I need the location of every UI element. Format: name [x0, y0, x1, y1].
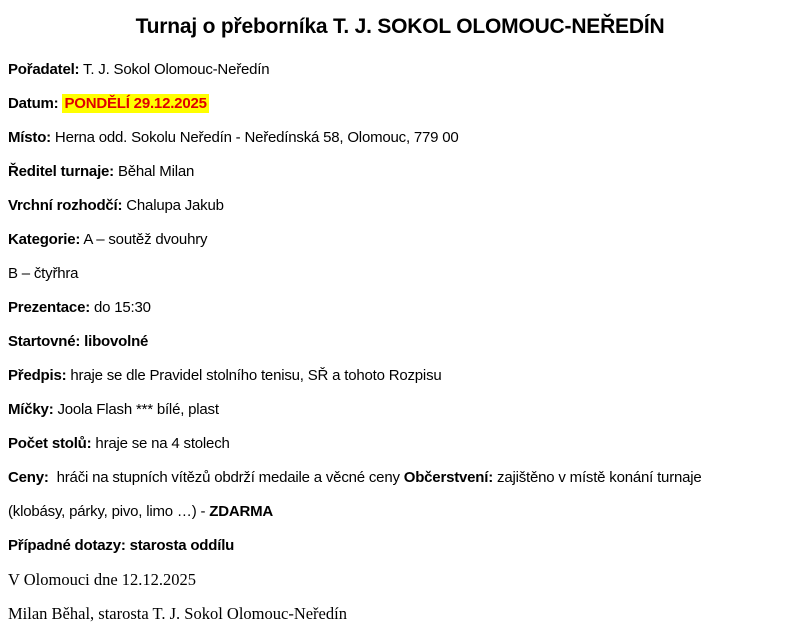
line-predpis: [8, 366, 792, 386]
label-prezentace: Prezentace:: [8, 299, 91, 316]
line-kategorie-b: [8, 264, 792, 284]
value-obcerstveni: zajištěno v místě konání turnaje: [493, 469, 702, 486]
label-micky: Míčky:: [8, 401, 54, 418]
label-vrchni-rozhodci: Vrchní rozhodčí:: [8, 197, 123, 214]
text-pripadne-dotazy: Případné dotazy: starosta oddílu: [8, 537, 235, 554]
line-misto: [8, 128, 792, 148]
value-obcerstveni-polozky: (klobásy, párky, pivo, limo …) -: [8, 503, 210, 520]
label-ceny: Ceny:: [8, 469, 49, 486]
label-misto: Místo:: [8, 129, 51, 146]
value-kategorie-a: A – soutěž dvouhry: [80, 231, 208, 248]
line-kategorie: [8, 230, 792, 250]
line-micky: [8, 400, 792, 420]
text-zdarma: ZDARMA: [209, 503, 274, 520]
value-ceny: hráči na stupních vítězů obdrží medaile a věcné ceny: [48, 469, 404, 486]
line-misto-a-datum-podpisu: [8, 570, 792, 590]
line-pocet-stolu: [8, 434, 792, 454]
value-micky: Joola Flash *** bílé, plast: [53, 401, 219, 418]
line-reditel-turnaje: [8, 162, 792, 182]
value-misto: Herna odd. Sokolu Neředín - Neředínská 58, Olomouc, 779 00: [50, 129, 459, 146]
line-datum: [8, 94, 792, 114]
line-ceny-pokracovani: [8, 502, 792, 522]
date-highlight: PONDĚLÍ 29.12.2025: [64, 95, 207, 112]
value-pocet-stolu: hraje se na 4 stolech: [91, 435, 230, 452]
label-kategorie: Kategorie:: [8, 231, 81, 248]
label-predpis: Předpis:: [8, 367, 67, 384]
line-podpis: [8, 604, 792, 624]
line-pripadne-dotazy: [8, 536, 792, 556]
label-datum: Datum:: [8, 95, 63, 112]
line-ceny-obcerstveni: [8, 468, 792, 488]
text-misto-a-datum-podpisu: V Olomouci dne 12.12.2025: [8, 570, 197, 589]
label-obcerstveni: Občerstvení:: [403, 469, 494, 486]
value-poradatel: T. J. Sokol Olomouc-Neředín: [79, 61, 270, 78]
label-pocet-stolu: Počet stolů:: [8, 435, 92, 452]
value-vrchni-rozhodci: Chalupa Jakub: [122, 197, 224, 214]
value-kategorie-b: B – čtyřhra: [8, 265, 79, 282]
text-startovne: Startovné: libovolné: [8, 333, 149, 350]
label-poradatel: Pořadatel:: [8, 61, 80, 78]
value-predpis: hraje se dle Pravidel stolního tenisu, SŘ a tohoto Rozpisu: [66, 367, 442, 384]
text-podpis: Milan Běhal, starosta T. J. Sokol Olomouc-Neředín: [8, 604, 347, 623]
line-vrchni-rozhodci: [8, 196, 792, 216]
line-prezentace: [8, 298, 792, 318]
label-reditel-turnaje: Ředitel turnaje:: [8, 163, 114, 180]
value-reditel-turnaje: Běhal Milan: [113, 163, 195, 180]
document-title: Turnaj o přeborníka T. J. SOKOL OLOMOUC-NEŘEDÍN: [135, 15, 665, 38]
line-poradatel: [8, 60, 792, 80]
value-prezentace: do 15:30: [90, 299, 151, 316]
line-startovne: [8, 332, 792, 352]
